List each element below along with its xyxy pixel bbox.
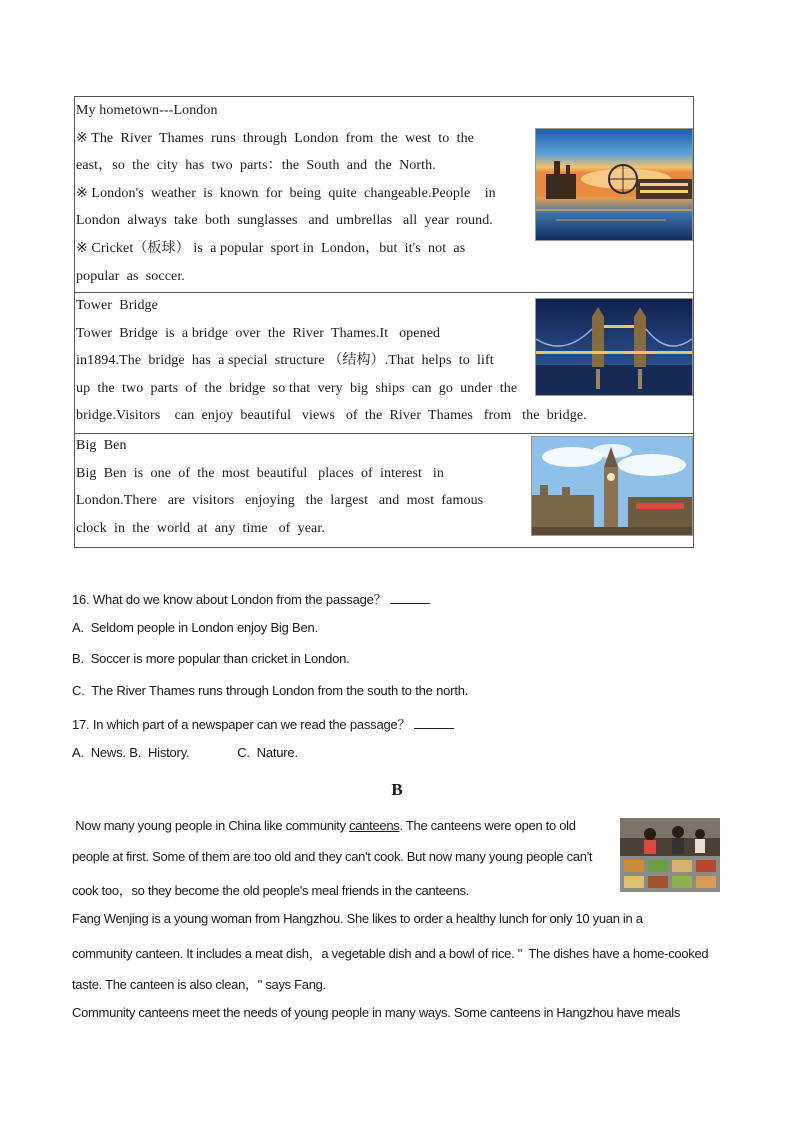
paragraph-line: taste. The canteen is also clean，" says Fang. [72, 977, 326, 992]
text-line: east，so the city has two parts：the South and the North. [76, 158, 436, 174]
tower-bridge-text [76, 292, 587, 430]
paragraph-line: community canteen. It includes a meat dish，a vegetable dish and a bowl of rice. " The dishes have a home-cooked [72, 946, 709, 961]
question-16: 16. What do we know about London from the passage？ [72, 589, 430, 608]
paragraph-line: cook too，so they become the old people's meal friends in the canteens. [72, 883, 470, 898]
question-16-option-b: B. Soccer is more popular than cricket in London. [72, 651, 350, 666]
london-text [76, 97, 496, 290]
london-thames-photo [535, 128, 693, 241]
paragraph-line: people at first. Some of them are too old and they can't cook. But now many young people can't [72, 849, 593, 864]
text-line: popular as soccer. [76, 268, 185, 284]
question-17-options: A. News. B. History. C. Nature. [72, 745, 298, 760]
text-line: in1894.The bridge has a special structure （结构）.That helps to lift [76, 353, 494, 369]
paragraph-line: Now many young people in China like community canteens. The canteens were open to old [72, 818, 576, 833]
text-line: ※ The River Thames runs through London from the west to the [76, 130, 474, 146]
text-line: ※ Cricket（板球） is a popular sport in London，but it's not as [76, 240, 466, 256]
table-row-london [75, 97, 693, 293]
canteen-photo [620, 818, 720, 892]
text-line: bridge.Visitors can enjoy beautiful views of the River Thames from the bridge. [76, 408, 587, 424]
big-ben-text [76, 432, 483, 542]
reading-table [74, 96, 694, 548]
tower-bridge-title: Tower Bridge [76, 298, 158, 313]
question-16-option-a: A. Seldom people in London enjoy Big Ben. [72, 620, 319, 635]
question-17: 17. In which part of a newspaper can we read the passage？ [72, 714, 454, 733]
tower-bridge-photo [535, 298, 693, 396]
text-line: ※ London's weather is known for being quite changeable.People in [76, 185, 496, 201]
underlined-word: canteens [349, 818, 400, 833]
answer-blank[interactable] [414, 718, 454, 729]
text-line: London.There are visitors enjoying the largest and most famous [76, 493, 484, 509]
section-heading: B [391, 780, 403, 799]
answer-blank[interactable] [390, 593, 430, 604]
big-ben-title: Big Ben [76, 438, 127, 453]
paragraph-line: Fang Wenjing is a young woman from Hangzhou. She likes to order a healthy lunch for only 10 yuan in a [72, 911, 643, 926]
text-line: clock in the world at any time of year. [76, 520, 325, 536]
text-line: Tower Bridge is a bridge over the River Thames.It opened [76, 325, 441, 341]
text-line: London always take both sunglasses and umbrellas all year round. [76, 213, 493, 229]
text-line: Big Ben is one of the most beautiful places of interest in [76, 465, 444, 481]
london-title: My hometown---London [76, 103, 218, 118]
question-16-option-c: C. The River Thames runs through London from the south to the north. [72, 683, 469, 698]
text-line: up the two parts of the bridge so that very big ships can go under the [76, 380, 518, 396]
paragraph-line: Community canteens meet the needs of young people in many ways. Some canteens in Hangzhou have meals [72, 1005, 681, 1020]
table-row-big-ben [75, 434, 693, 547]
big-ben-photo [531, 436, 693, 536]
table-row-tower-bridge [75, 293, 693, 434]
